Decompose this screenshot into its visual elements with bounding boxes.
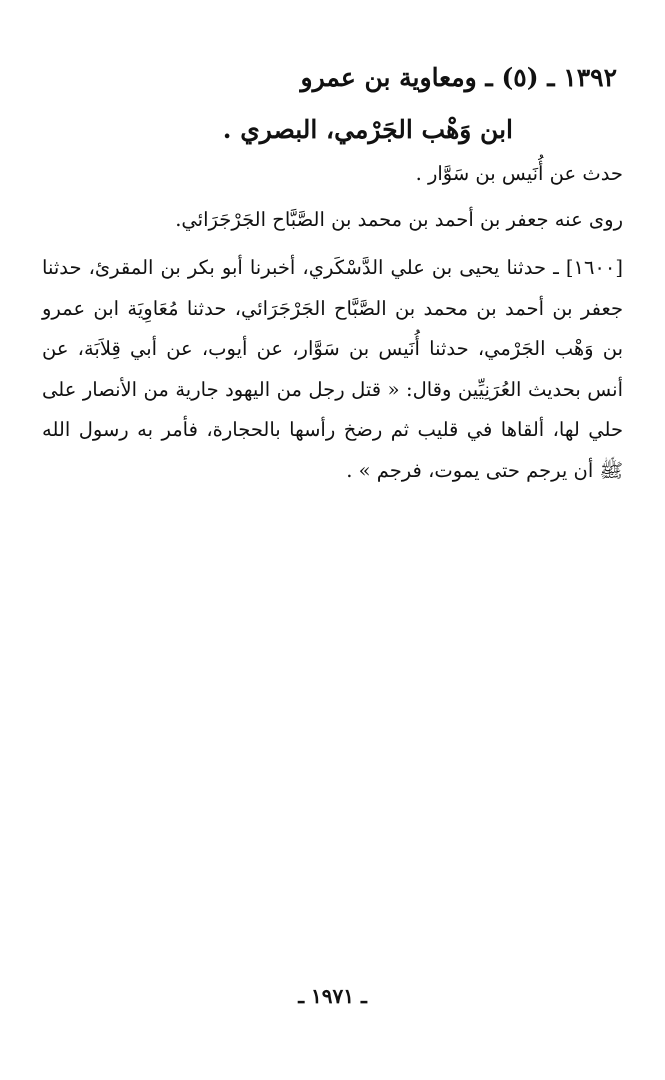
entry-subheading: ابن وَهْب الجَرْمي، البصري . bbox=[222, 115, 513, 144]
entry-heading: ١٣٩٢ ـ (٥) ـ ومعاوية بن عمرو bbox=[300, 63, 617, 92]
body-line-narrated-from: حدث عن أُنَيس بن سَوَّار . bbox=[415, 162, 623, 185]
body-line-narrated-by: روى عنه جعفر بن أحمد بن محمد بن الصَّبَّاح الجَرْجَرَائي. bbox=[175, 208, 623, 231]
page-number: ـ ١٩٧١ ـ bbox=[298, 984, 367, 1008]
hadith-paragraph: [١٦٠٠] ـ حدثنا يحيى بن علي الدَّسْكَري، أخبرنا أبو بكر بن المقرئ، حدثنا جعفر بن أحمد بن محمد بن الصَّبَّاح الجَرْجَرَائي، حدثنا مُعَاوِيَة ابن عمرو بن وَهْب الجَرْمي، حدثنا أُنَيس بن سَوَّار، عن أيوب، عن أبي قِلاَبَة، عن أنس بحديث العُرَنِيِّين وقال: « قتل رجل من اليهود جارية من الأنصار على حلي لها، ألقاها في قليب ثم رضخ رأسها بالحجارة، فأمر به رسول الله ﷺ أن يرجم حتى يموت، فرجم » . bbox=[42, 256, 623, 482]
